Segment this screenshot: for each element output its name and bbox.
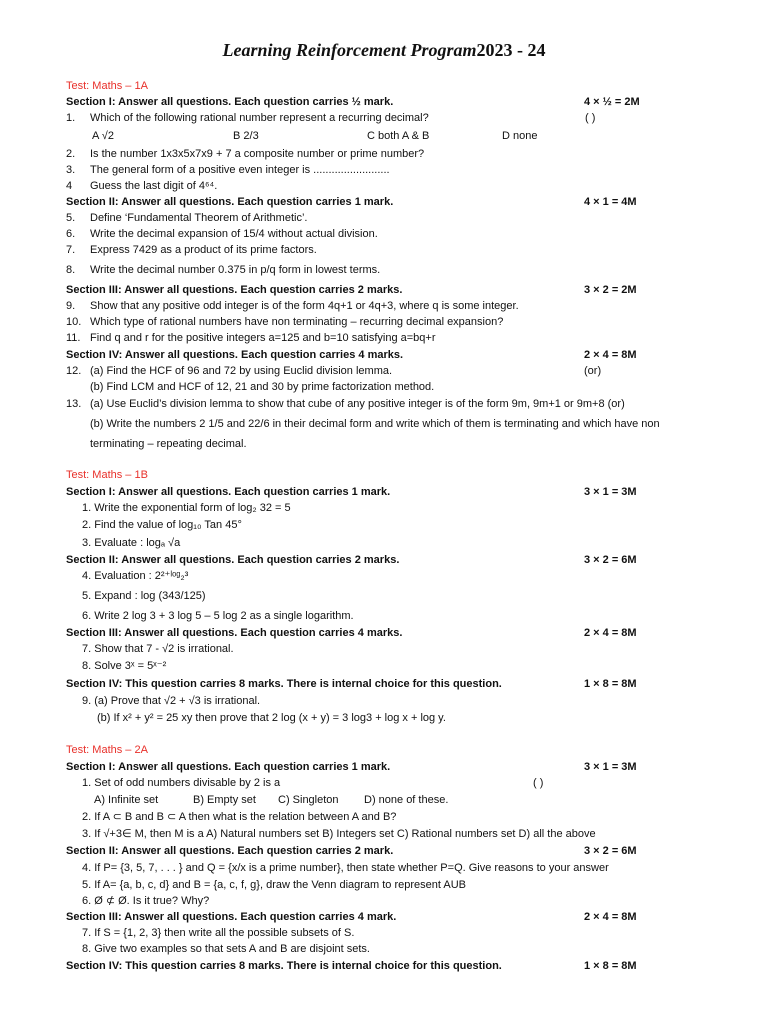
line-text: Write the decimal expansion of 15/4 without actual division. (90, 228, 378, 240)
question-line (0, 588, 768, 604)
option-text: C) Singleton (278, 794, 339, 806)
section-heading (0, 484, 768, 500)
question-line (0, 396, 768, 412)
line-text: 3. Evaluate : logₐ √a (82, 537, 181, 549)
test-heading (0, 467, 768, 483)
question-line (0, 110, 768, 126)
marks-label: 4 × 1 = 4M (584, 196, 637, 208)
line-text: 3. If √+3∈ M, then M is a A) Natural numbers set B) Integers set C) Rational numbers set D) all the above (82, 828, 596, 840)
question-line (0, 363, 768, 379)
line-text: 5. Expand : log (343/125) (82, 590, 206, 602)
option-text: D) none of these. (364, 794, 449, 806)
marks-label: 3 × 2 = 6M (584, 845, 637, 857)
line-text: 1. Set of odd numbers divisable by 2 is a (82, 777, 281, 789)
line-text: (b) Write the numbers 2 1/5 and 22/6 in their decimal form and write which of them is terminating and which have non (90, 418, 660, 430)
question-number: 8. (66, 264, 76, 276)
question-line (0, 710, 768, 726)
section-heading (0, 843, 768, 859)
question-line (0, 226, 768, 242)
line-text: 5. If A= {a, b, c, d} and B = {a, c, f, g}, draw the Venn diagram to represent AUB (82, 879, 467, 891)
line-text: 4. If P= {3, 5, 7, . . . } and Q = {x/x is a prime number}, then state whether P=Q. Give reasons to your answer (82, 862, 609, 874)
question-line (0, 298, 768, 314)
line-text: 7. Show that 7 - √2 is irrational. (82, 643, 234, 655)
question-line (0, 658, 768, 674)
marks-label: 3 × 2 = 6M (584, 554, 637, 566)
question-number: 4 (66, 180, 73, 192)
question-number: 6. (66, 228, 76, 240)
section-heading (0, 759, 768, 775)
marks-label: 1 × 8 = 8M (584, 960, 637, 972)
marks-label: 2 × 4 = 8M (584, 627, 637, 639)
question-line (0, 314, 768, 330)
test-heading (0, 78, 768, 94)
section-heading (0, 552, 768, 568)
line-text: Guess the last digit of 4⁶⁴. (90, 180, 218, 192)
question-line (0, 330, 768, 346)
line-text: Which type of rational numbers have non terminating – recurring decimal expansion? (90, 316, 504, 328)
title-year: 2023 - 24 (476, 40, 546, 60)
line-text: (b) Find LCM and HCF of 12, 21 and 30 by prime factorization method. (90, 381, 435, 393)
line-text: Test: Maths – 1B (66, 469, 148, 481)
question-line (0, 641, 768, 657)
section-heading (0, 625, 768, 641)
line-text: Show that any positive odd integer is of the form 4q+1 or 4q+3, where q is some integer. (90, 300, 519, 312)
line-text: Test: Maths – 2A (66, 744, 148, 756)
title-script: Learning Reinforcement Program (222, 40, 477, 60)
marks-label: 2 × 4 = 8M (584, 349, 637, 361)
line-text: 8. Solve 3ˣ = 5ˣ⁻² (82, 660, 167, 672)
section-heading (0, 347, 768, 363)
line-text: Section I: Answer all questions. Each question carries ½ mark. (66, 96, 394, 108)
line-text: Section III: Answer all questions. Each question carries 4 mark. (66, 911, 397, 923)
line-text: A) Infinite set (94, 794, 159, 806)
line-text: Find q and r for the positive integers a=125 and b=10 satisfying a=bq+r (90, 332, 436, 344)
section-heading (0, 194, 768, 210)
line-text: 8. Give two examples so that sets A and B are disjoint sets. (82, 943, 370, 955)
line-text: 7. If S = {1, 2, 3} then write all the possible subsets of S. (82, 927, 355, 939)
line-text: Section II: Answer all questions. Each question carries 1 mark. (66, 196, 394, 208)
question-line (0, 925, 768, 941)
line-text: terminating – repeating decimal. (90, 438, 247, 450)
line-text: (a) Use Euclid’s division lemma to show that cube of any positive integer is of the form 9m, 9m+1 or 9m+8 (or) (90, 398, 625, 410)
line-text: Section II: Answer all questions. Each question carries 2 mark. (66, 845, 394, 857)
question-line (0, 535, 768, 551)
question-line (0, 809, 768, 825)
marks-label: 1 × 8 = 8M (584, 678, 637, 690)
line-text: Section III: Answer all questions. Each question carries 2 marks. (66, 284, 403, 296)
line-text: (b) If x² + y² = 25 xy then prove that 2 log (x + y) = 3 log3 + log x + log y. (97, 712, 446, 724)
question-line (0, 826, 768, 842)
question-line (0, 608, 768, 624)
line-text: (a) Find the HCF of 96 and 72 by using Euclid division lemma. (90, 365, 393, 377)
line-text: Section III: Answer all questions. Each question carries 4 marks. (66, 627, 403, 639)
question-line (0, 775, 768, 791)
line-text: Is the number 1x3x5x7x9 + 7 a composite number or prime number? (90, 148, 425, 160)
question-number: 11. (66, 332, 81, 344)
line-text: 4. Evaluation : 2²⁺ˡᵒᵍ₂³ (82, 570, 189, 582)
question-line (0, 860, 768, 876)
line-text: Section IV: This question carries 8 marks. There is internal choice for this question. (66, 678, 502, 690)
marks-label: ( ) (533, 777, 544, 789)
marks-label: 3 × 1 = 3M (584, 761, 637, 773)
line-text: Section I: Answer all questions. Each question carries 1 mark. (66, 486, 391, 498)
question-line (0, 242, 768, 258)
question-number: 9. (66, 300, 76, 312)
line-text: Section II: Answer all questions. Each question carries 2 marks. (66, 554, 400, 566)
question-number: 10. (66, 316, 82, 328)
question-line (0, 500, 768, 516)
marks-label: 3 × 1 = 3M (584, 486, 637, 498)
line-text: Define ‘Fundamental Theorem of Arithmetic’. (90, 212, 308, 224)
marks-label: 2 × 4 = 8M (584, 911, 637, 923)
line-text: 2. If A ⊂ B and B ⊂ A then what is the relation between A and B? (82, 811, 397, 823)
line-text: 1. Write the exponential form of log₂ 32 = 5 (82, 502, 291, 514)
line-text: Section IV: This question carries 8 marks. There is internal choice for this question. (66, 960, 502, 972)
option-text: C both A & B (367, 130, 430, 142)
line-text: Which of the following rational number represent a recurring decimal? (90, 112, 429, 124)
question-number: 7. (66, 244, 76, 256)
question-line (0, 178, 768, 194)
line-text: Express 7429 as a product of its prime factors. (90, 244, 317, 256)
question-number: 13. (66, 398, 82, 410)
question-line (0, 877, 768, 893)
question-line (0, 568, 768, 584)
option-text: D none (502, 130, 538, 142)
question-number: 1. (66, 112, 76, 124)
question-number: 2. (66, 148, 76, 160)
section-heading (0, 676, 768, 692)
question-line (0, 941, 768, 957)
question-line (0, 693, 768, 709)
option-text: B) Empty set (193, 794, 256, 806)
marks-label: 4 × ½ = 2M (584, 96, 640, 108)
line-text: 6. Ø ⊄ Ø. Is it true? Why? (82, 895, 210, 907)
line-text: Section IV: Answer all questions. Each question carries 4 marks. (66, 349, 404, 361)
question-line (0, 162, 768, 178)
section-heading (0, 282, 768, 298)
line-text: Test: Maths – 1A (66, 80, 148, 92)
line-text: The general form of a positive even integer is ......................... (90, 164, 390, 176)
question-line (0, 128, 768, 144)
line-text: 2. Find the value of log₁₀ Tan 45° (82, 519, 242, 531)
section-heading (0, 94, 768, 110)
line-text: A √2 (92, 130, 114, 142)
question-line (0, 379, 768, 395)
line-text: 6. Write 2 log 3 + 3 log 5 – 5 log 2 as a single logarithm. (82, 610, 354, 622)
section-heading (0, 958, 768, 974)
line-text: Write the decimal number 0.375 in p/q form in lowest terms. (90, 264, 381, 276)
question-line (0, 146, 768, 162)
question-number: 5. (66, 212, 76, 224)
section-heading (0, 909, 768, 925)
question-line (0, 210, 768, 226)
question-line (0, 792, 768, 808)
question-number: 3. (66, 164, 76, 176)
marks-label: 3 × 2 = 2M (584, 284, 637, 296)
question-line (0, 416, 768, 432)
line-text: Section I: Answer all questions. Each question carries 1 mark. (66, 761, 391, 773)
option-text: B 2/3 (233, 130, 259, 142)
test-heading (0, 742, 768, 758)
question-number: 12. (66, 365, 82, 377)
marks-label: ( ) (585, 112, 596, 124)
question-line (0, 893, 768, 909)
question-line (0, 436, 768, 452)
document-title (0, 40, 768, 61)
line-text: 9. (a) Prove that √2 + √3 is irrational. (82, 695, 261, 707)
marks-label: (or) (584, 365, 602, 377)
question-line (0, 262, 768, 278)
question-line (0, 517, 768, 533)
